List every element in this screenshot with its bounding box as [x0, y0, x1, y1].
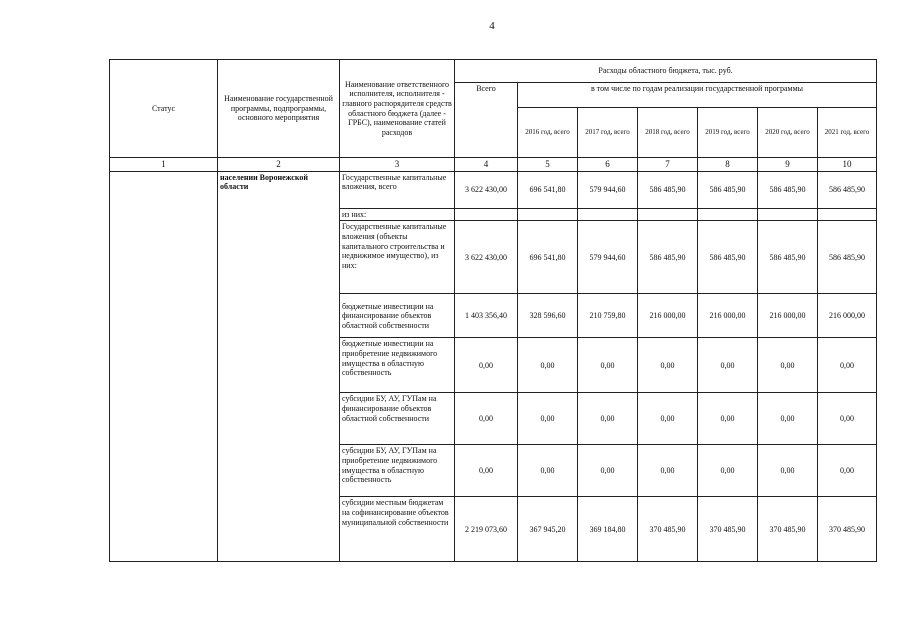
row-label: бюджетные инвестиции на приобретение недвижимого имущества в областную собственность [340, 338, 455, 393]
column-number-row [110, 158, 877, 172]
header-program-name: Наименование государственной программы, подпрограммы, основного мероприятия [218, 60, 340, 158]
row-value-2018 [638, 208, 698, 221]
program-name-cell: населении Воронежской области [218, 171, 340, 562]
header-status: Статус [110, 60, 218, 158]
row-value-2021: 586 485,90 [818, 171, 877, 208]
row-value-2017: 0,00 [578, 393, 638, 445]
row-value-2018: 0,00 [638, 445, 698, 497]
row-label: субсидии БУ, АУ, ГУПам на финансирование объектов областной собственности [340, 393, 455, 445]
row-value-2017: 0,00 [578, 338, 638, 393]
column-number: 4 [455, 158, 518, 172]
budget-table [109, 59, 877, 562]
row-label: субсидии местным бюджетам на софинансирование объектов муниципальной собственности [340, 497, 455, 562]
header-expenses-title: Расходы областного бюджета, тыс. руб. [455, 60, 877, 83]
row-value-2017 [578, 208, 638, 221]
row-value-2017: 579 944,60 [578, 171, 638, 208]
row-value-2019: 586 485,90 [698, 221, 758, 294]
row-value-2016: 0,00 [518, 393, 578, 445]
row-value-2020: 216 000,00 [758, 294, 818, 338]
column-number: 1 [110, 158, 218, 172]
row-total: 3 622 430,00 [455, 221, 518, 294]
column-number: 9 [758, 158, 818, 172]
table-row [110, 171, 877, 208]
header-year-2016: 2016 год, всего [518, 108, 578, 158]
row-value-2018: 586 485,90 [638, 221, 698, 294]
row-total: 0,00 [455, 393, 518, 445]
row-value-2020: 0,00 [758, 445, 818, 497]
status-cell [110, 171, 218, 562]
row-value-2020: 586 485,90 [758, 171, 818, 208]
row-value-2020: 0,00 [758, 338, 818, 393]
row-value-2019: 0,00 [698, 393, 758, 445]
row-value-2016: 696 541,80 [518, 171, 578, 208]
header-year-2019: 2019 год, всего [698, 108, 758, 158]
row-value-2019: 0,00 [698, 445, 758, 497]
row-value-2017: 579 944,60 [578, 221, 638, 294]
column-number: 2 [218, 158, 340, 172]
header-year-2018: 2018 год, всего [638, 108, 698, 158]
row-value-2019: 370 485,90 [698, 497, 758, 562]
header-year-2020: 2020 год, всего [758, 108, 818, 158]
row-value-2018: 370 485,90 [638, 497, 698, 562]
row-value-2021 [818, 208, 877, 221]
row-value-2016: 328 596,60 [518, 294, 578, 338]
row-label: Государственные капитальные вложения, всего [340, 171, 455, 208]
row-value-2019 [698, 208, 758, 221]
row-value-2018: 586 485,90 [638, 171, 698, 208]
row-value-2020: 586 485,90 [758, 221, 818, 294]
row-label: бюджетные инвестиции на финансирование объектов областной собственности [340, 294, 455, 338]
column-number: 3 [340, 158, 455, 172]
row-value-2021: 0,00 [818, 393, 877, 445]
row-value-2019: 0,00 [698, 338, 758, 393]
row-value-2016: 0,00 [518, 445, 578, 497]
row-value-2019: 586 485,90 [698, 171, 758, 208]
page-number: 4 [489, 20, 495, 32]
row-value-2020: 370 485,90 [758, 497, 818, 562]
row-value-2018: 0,00 [638, 393, 698, 445]
row-value-2016 [518, 208, 578, 221]
row-value-2021: 0,00 [818, 445, 877, 497]
row-label: Государственные капитальные вложения (объекты капитального строительства и недвижимое имущество), из них: [340, 221, 455, 294]
row-total: 3 622 430,00 [455, 171, 518, 208]
header-total: Всего [455, 83, 518, 158]
row-value-2017: 369 184,80 [578, 497, 638, 562]
header-year-2021: 2021 год, всего [818, 108, 877, 158]
row-value-2016: 367 945,20 [518, 497, 578, 562]
row-value-2021: 216 000,00 [818, 294, 877, 338]
column-number: 8 [698, 158, 758, 172]
row-value-2018: 0,00 [638, 338, 698, 393]
row-value-2018: 216 000,00 [638, 294, 698, 338]
row-value-2019: 216 000,00 [698, 294, 758, 338]
column-number: 5 [518, 158, 578, 172]
row-value-2021: 0,00 [818, 338, 877, 393]
header-by-years: в том числе по годам реализации государственной программы [518, 83, 877, 108]
row-value-2020 [758, 208, 818, 221]
row-value-2021: 370 485,90 [818, 497, 877, 562]
row-label: субсидии БУ, АУ, ГУПам на приобретение недвижимого имущества в областную собственность [340, 445, 455, 497]
column-number: 10 [818, 158, 877, 172]
row-value-2016: 0,00 [518, 338, 578, 393]
row-total: 0,00 [455, 338, 518, 393]
row-total [455, 208, 518, 221]
row-value-2017: 0,00 [578, 445, 638, 497]
row-value-2016: 696 541,80 [518, 221, 578, 294]
row-total: 2 219 073,60 [455, 497, 518, 562]
column-number: 6 [578, 158, 638, 172]
column-number: 7 [638, 158, 698, 172]
row-total: 1 403 356,40 [455, 294, 518, 338]
header-year-2017: 2017 год, всего [578, 108, 638, 158]
row-value-2020: 0,00 [758, 393, 818, 445]
header-executor-name: Наименование ответственного исполнителя, исполнителя - главного распорядителя средств областного бюджета (далее - ГРБС), наименование статей расходов [340, 60, 455, 158]
row-total: 0,00 [455, 445, 518, 497]
row-value-2021: 586 485,90 [818, 221, 877, 294]
row-label: из них: [340, 208, 455, 221]
row-value-2017: 210 759,80 [578, 294, 638, 338]
